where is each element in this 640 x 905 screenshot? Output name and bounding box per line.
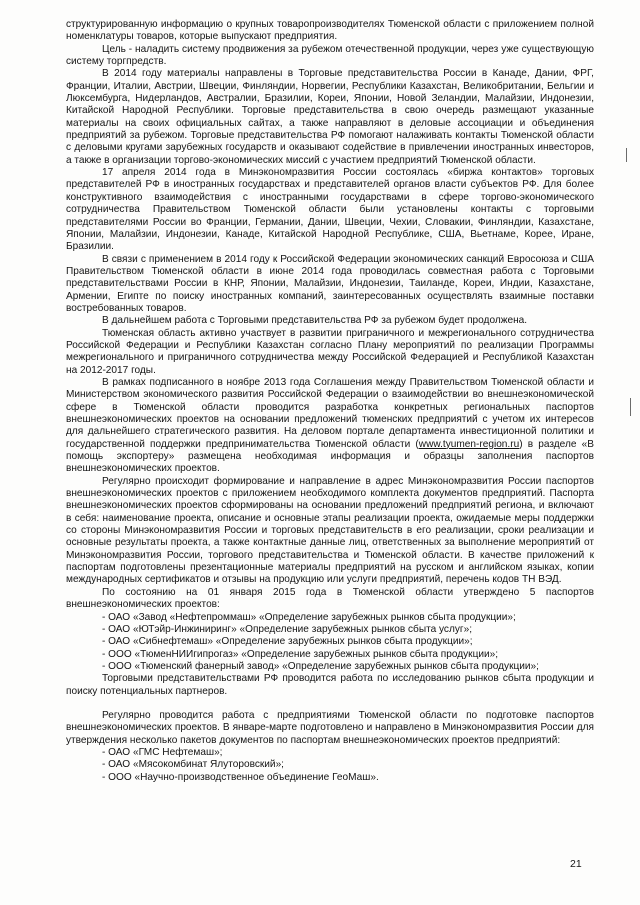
list-item: - ОАО «Мясокомбинат Ялуторовский»; <box>102 759 284 771</box>
paragraph-with-link <box>66 377 594 476</box>
list-item: - ООО «Тюменский фанерный завод» «Определение зарубежных рынков сбыта продукции»; <box>102 660 539 672</box>
website-link[interactable]: www.tyumen-region.ru <box>418 438 520 450</box>
paragraph: В связи с применением в 2014 году к Российской Федерации экономических санкций Евросоюза и США Правительством Тюменской области в июне 2014 года проводилась совместная работа с Торговыми представительствами России в КНР, Японии, Малайзии, Индонезии, Таиланде, Кореи, Индии, Казахстане, Армении, Египте по поиску иностранных компаний, заинтересованных осуществлять взаимные поставки востребованных товаров. <box>66 253 594 314</box>
list-item: - ООО «ТюменНИИгипрогаз» «Определение зарубежных рынков сбыта продукции»; <box>102 648 499 660</box>
list-item: - ОАО «ГМС Нефтемаш»; <box>102 746 223 758</box>
paragraph: Регулярно происходит формирование и направление в адрес Минэкономразвития России паспортов внешнеэкономических проектов с приложением необходимого комплекта документов предприятий. Паспорта внешнеэкономических проектов сформированы на основании предложений предприятий региона, и включают в себя: наименование проекта, описание и основные этапы реализации проекта, ожидаемые меры поддержки со стороны Минэкономразвития России и торговых представительств в его реализации, сроки реализации и основные результаты проекта, а также контактные данные лиц, ответственных за выполнение мероприятий от Минэкономразвития России, торгового представительства и Тюменской области. В качестве приложений к паспортам подготовлены презентационные материалы предприятий на русском и английском языках, копии международных сертификатов и отзывы на продукцию или услуги предприятий, перечень кодов ТН ВЭД. <box>66 475 594 586</box>
list-item: - ОАО «ЮТэйр-Инжиниринг» «Определение зарубежных рынков сбыта услуг»; <box>102 623 473 635</box>
paragraph: В 2014 году материалы направлены в Торговые представительства России в Канаде, Дании, ФРГ, Франции, Италии, Австрии, Швеции, Финляндии, Норвегии, Республики Казахстан, Великобритании, Бельгии и Люксембурга, Нидерландов, Австралии, Бразилии, Кореи, Японии, Новой Зеландии, Малайзии, Индонезии, Китайской Народной Республики. Торговые представительства в свою очередь размещают указанные материалы на своих официальных сайтах, а также направляют в деловые ассоциации и объединения предприятий за рубежом. Торговые представительства РФ помогают налаживать контакты Тюменской области с деловыми кругами зарубежных государств и оказывают содействие в привлечении иностранных инвесторов, а также в организации торгово-экономических миссий с участием предприятий Тюменской области. <box>66 68 594 166</box>
paragraph: Тюменская область активно участвует в развитии приграничного и межрегионального сотрудничества Российской Федерации и Республики Казахстан согласно Плану мероприятий по реализации Программы межрегионального и приграничного сотрудничества между Российской Федерацией и Республикой Казахстан на 2012-2017 годы. <box>66 327 594 376</box>
scan-mark <box>630 398 631 416</box>
scan-mark <box>626 148 627 162</box>
paragraph: В дальнейшем работа с Торговыми представительства РФ за рубежом будет продолжена. <box>102 315 528 327</box>
paragraph: структурированную информацию о крупных товаропроизводителях Тюменской области с приложением полной номенклатуры товаров, которые выпускают предприятия. <box>66 19 594 43</box>
enterprise-list <box>66 747 594 784</box>
list-item: - ОАО «Сибнефтемаш» «Определение зарубежных рынков сбыта продукции»; <box>102 636 473 648</box>
list-item: - ОАО «Завод «Нефтепроммаш» «Определение зарубежных рынков сбыта продукции»; <box>102 611 516 623</box>
paragraph: Регулярно проводится работа с предприятиями Тюменской области по подготовке паспортов внешнеэкономических проектов. В январе-марте подготовлено и направлено в Минэкономразвития России для утверждения несколько пакетов документов по паспортам внешнеэкономических проектов предприятий: <box>66 709 594 746</box>
paragraph: Торговыми представительствами РФ проводится работа по исследованию рынков сбыта продукции и поиску потенциальных партнеров. <box>66 673 594 697</box>
document-body <box>66 19 594 784</box>
list-item: - ООО «Научно-производственное объединение ГеоМаш». <box>102 771 379 783</box>
paragraph-text: В рамках подписанного в ноябре 2013 года Соглашения между Правительством Тюменской области и Министерством экономического развития Российской Федерации о взаимодействии во внешнеэкономической сфере в Тюменской области проводится разработка конкретных региональных паспортов внешнеэкономических проектов на основании предложений тюменских предприятий с учетом их интересов для дальнейшего стратегического развития. На деловом портале департамента инвестиционной политики и государственной поддержки предпринимательства Тюменской области ( <box>66 376 594 450</box>
project-passport-list <box>66 612 594 674</box>
page-number: 21 <box>570 858 582 870</box>
paragraph: По состоянию на 01 января 2015 года в Тюменской области утверждено 5 паспортов внешнеэкономических проектов: <box>66 586 594 611</box>
paragraph: 17 апреля 2014 года в Минэкономразвития России состоялась «биржа контактов» торговых представителей РФ в иностранных государствах и представителей органов власти субъектов РФ. Для более конструктивного взаимодействия с иностранными государствами в сфере торгово-экономического сотрудничества Правительством Тюменской области были установлены контакты с торговыми представителями России во Франции, Германии, Дании, Швеции, Чехии, Словакии, Финляндии, Казахстане, Японии, Малайзии, Индонезии, Канаде, Китайской Народной Республике, США, Вьетнаме, Корее, Иране, Бразилии. <box>66 167 594 253</box>
paragraph-text: ) в разделе «В помощь экспортеру» размещена необходимая информация и образцы заполнения паспортов внешнеэкономических проектов. <box>66 438 594 475</box>
paragraph: Цель - наладить систему продвижения за рубежом отечественной продукции, через уже существующую систему торгпредств. <box>66 43 594 68</box>
